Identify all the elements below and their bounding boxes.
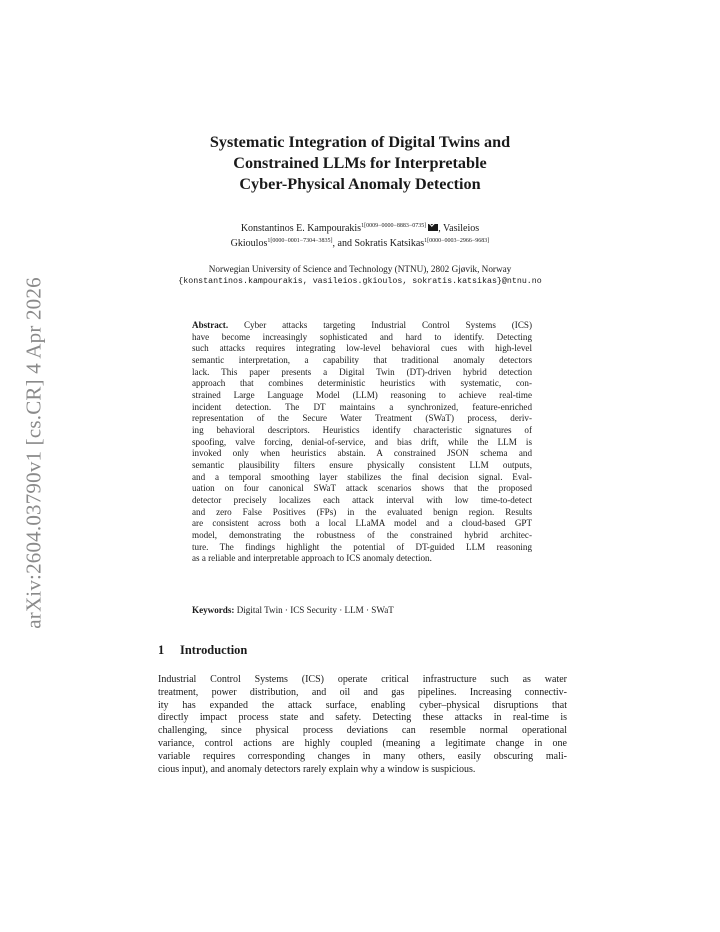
section-heading bbox=[158, 643, 247, 658]
envelope-icon bbox=[428, 224, 438, 231]
institution: Norwegian University of Science and Technology (NTNU), 2802 Gjøvik, Norway bbox=[208, 264, 512, 274]
author-list bbox=[110, 221, 610, 251]
abstract-line: ture. The findings highlight the potential of DT-guided LLM reasoning bbox=[192, 541, 532, 552]
abstract-line: representation of the Secure Water Treatment (SWaT) process, deriv- bbox=[192, 413, 532, 424]
author-name: Konstantinos E. Kampourakis bbox=[240, 223, 362, 234]
paragraph-line: cious input), and anomaly detectors rarely explain why a window is suspicious. bbox=[158, 763, 476, 775]
author-name: , and Sokratis Katsikas bbox=[332, 238, 425, 249]
abstract-line: strained Large Language Model (LLM) reasoning to achieve real-time bbox=[192, 390, 532, 401]
abstract bbox=[192, 320, 532, 565]
abstract-line: spoofing, valve forcing, denial-of-service, and bias drift, while the LLM is bbox=[192, 436, 532, 447]
abstract-line: are consistent across both a local LLaMA model and a cloud-based GPT bbox=[192, 518, 532, 529]
paragraph-line: variable requires corresponding changes in many others, easily obscuring mali- bbox=[158, 750, 567, 762]
keywords-label: Keywords: bbox=[192, 605, 235, 615]
author-line bbox=[110, 236, 610, 251]
abstract-line: semantic interpretation, a capability that traditional anomaly detectors bbox=[192, 355, 532, 366]
abstract-line: semantic plausibility filters ensure physically consistent LLM outputs, bbox=[192, 460, 532, 471]
author-orcid: 1[0000−0003−2966−9683] bbox=[424, 238, 490, 244]
paper-title bbox=[140, 132, 580, 195]
author-emails: {konstantinos.kampourakis, vasileios.gkioulos, sokratis.katsikas}@ntnu.no bbox=[178, 276, 542, 286]
author-name: Gkioulos bbox=[230, 238, 268, 249]
author-name: , Vasileios bbox=[438, 223, 480, 234]
abstract-line: detector precisely localizes each attack interval with low time-to-detect bbox=[192, 495, 532, 506]
abstract-line: lack. This paper presents a Digital Twin (DT)-driven hybrid detection bbox=[192, 366, 532, 377]
paragraph-line: directly impact process state and safety. Detecting these attacks in real-time is bbox=[158, 712, 567, 724]
abstract-text: Cyber attacks targeting Industrial Control Systems (ICS) bbox=[228, 320, 532, 330]
paragraph-line: Industrial Control Systems (ICS) operate critical infrastructure such as water bbox=[158, 674, 567, 685]
paragraph-line: treatment, power distribution, and oil and gas pipelines. Increasing connectiv- bbox=[158, 686, 567, 698]
arxiv-identifier-stamp bbox=[14, 268, 54, 638]
section-title: Introduction bbox=[180, 643, 248, 657]
abstract-line: approach that combines deterministic heuristics with systematic, con- bbox=[192, 378, 532, 389]
title-line: Constrained LLMs for Interpretable bbox=[233, 154, 487, 172]
author-orcid: 1[0009−0000−8883−0735] bbox=[361, 223, 427, 229]
abstract-line: have become increasingly sophisticated and hard to identify. Detecting bbox=[192, 331, 532, 342]
paragraph-line: variance, control actions are highly coupled (meaning a legitimate change in one bbox=[158, 737, 567, 749]
paragraph-line: challenging, since physical process deviations can resemble normal operational bbox=[158, 725, 567, 737]
abstract-line bbox=[192, 320, 532, 332]
abstract-line: such attacks requires integrating low-level behavioral cues with high-level bbox=[192, 343, 532, 354]
section-number: 1 bbox=[158, 643, 165, 657]
abstract-line: as a reliable and interpretable approach to ICS anomaly detection. bbox=[192, 553, 432, 564]
abstract-line: and a temporal smoothing layer stabilizes the final decision signal. Eval- bbox=[192, 471, 532, 482]
arxiv-identifier-text: arXiv:2604.03790v1 [cs.CR] 4 Apr 2026 bbox=[21, 277, 46, 629]
abstract-line: uation on four canonical SWaT attack scenarios shows that the proposed bbox=[192, 483, 532, 494]
abstract-line: ing behavioral descriptors. Heuristics identify characteristic signatures of bbox=[192, 425, 532, 436]
introduction-paragraph bbox=[158, 674, 567, 776]
author-line bbox=[110, 221, 610, 236]
abstract-line: invoked only when heuristics abstain. A constrained JSON schema and bbox=[192, 448, 532, 459]
abstract-line: and zero False Positives (FPs) in the evaluated benign region. Results bbox=[192, 506, 532, 517]
affiliation bbox=[110, 263, 610, 288]
keywords bbox=[192, 604, 532, 616]
title-line: Cyber-Physical Anomaly Detection bbox=[239, 175, 481, 193]
abstract-line: model, demonstrating the robustness of the constrained hybrid architec- bbox=[192, 530, 532, 541]
author-orcid: 1[0000−0001−7304−3835] bbox=[267, 238, 333, 244]
keywords-text: Digital Twin · ICS Security · LLM · SWaT bbox=[234, 605, 394, 615]
abstract-line: incident detection. The DT maintains a synchronized, feature-enriched bbox=[192, 401, 532, 412]
title-line: Systematic Integration of Digital Twins and bbox=[209, 133, 511, 151]
abstract-label: Abstract. bbox=[192, 320, 229, 330]
paragraph-line: ity has expanded the attack surface, enabling cyber–physical disruptions that bbox=[158, 699, 567, 711]
